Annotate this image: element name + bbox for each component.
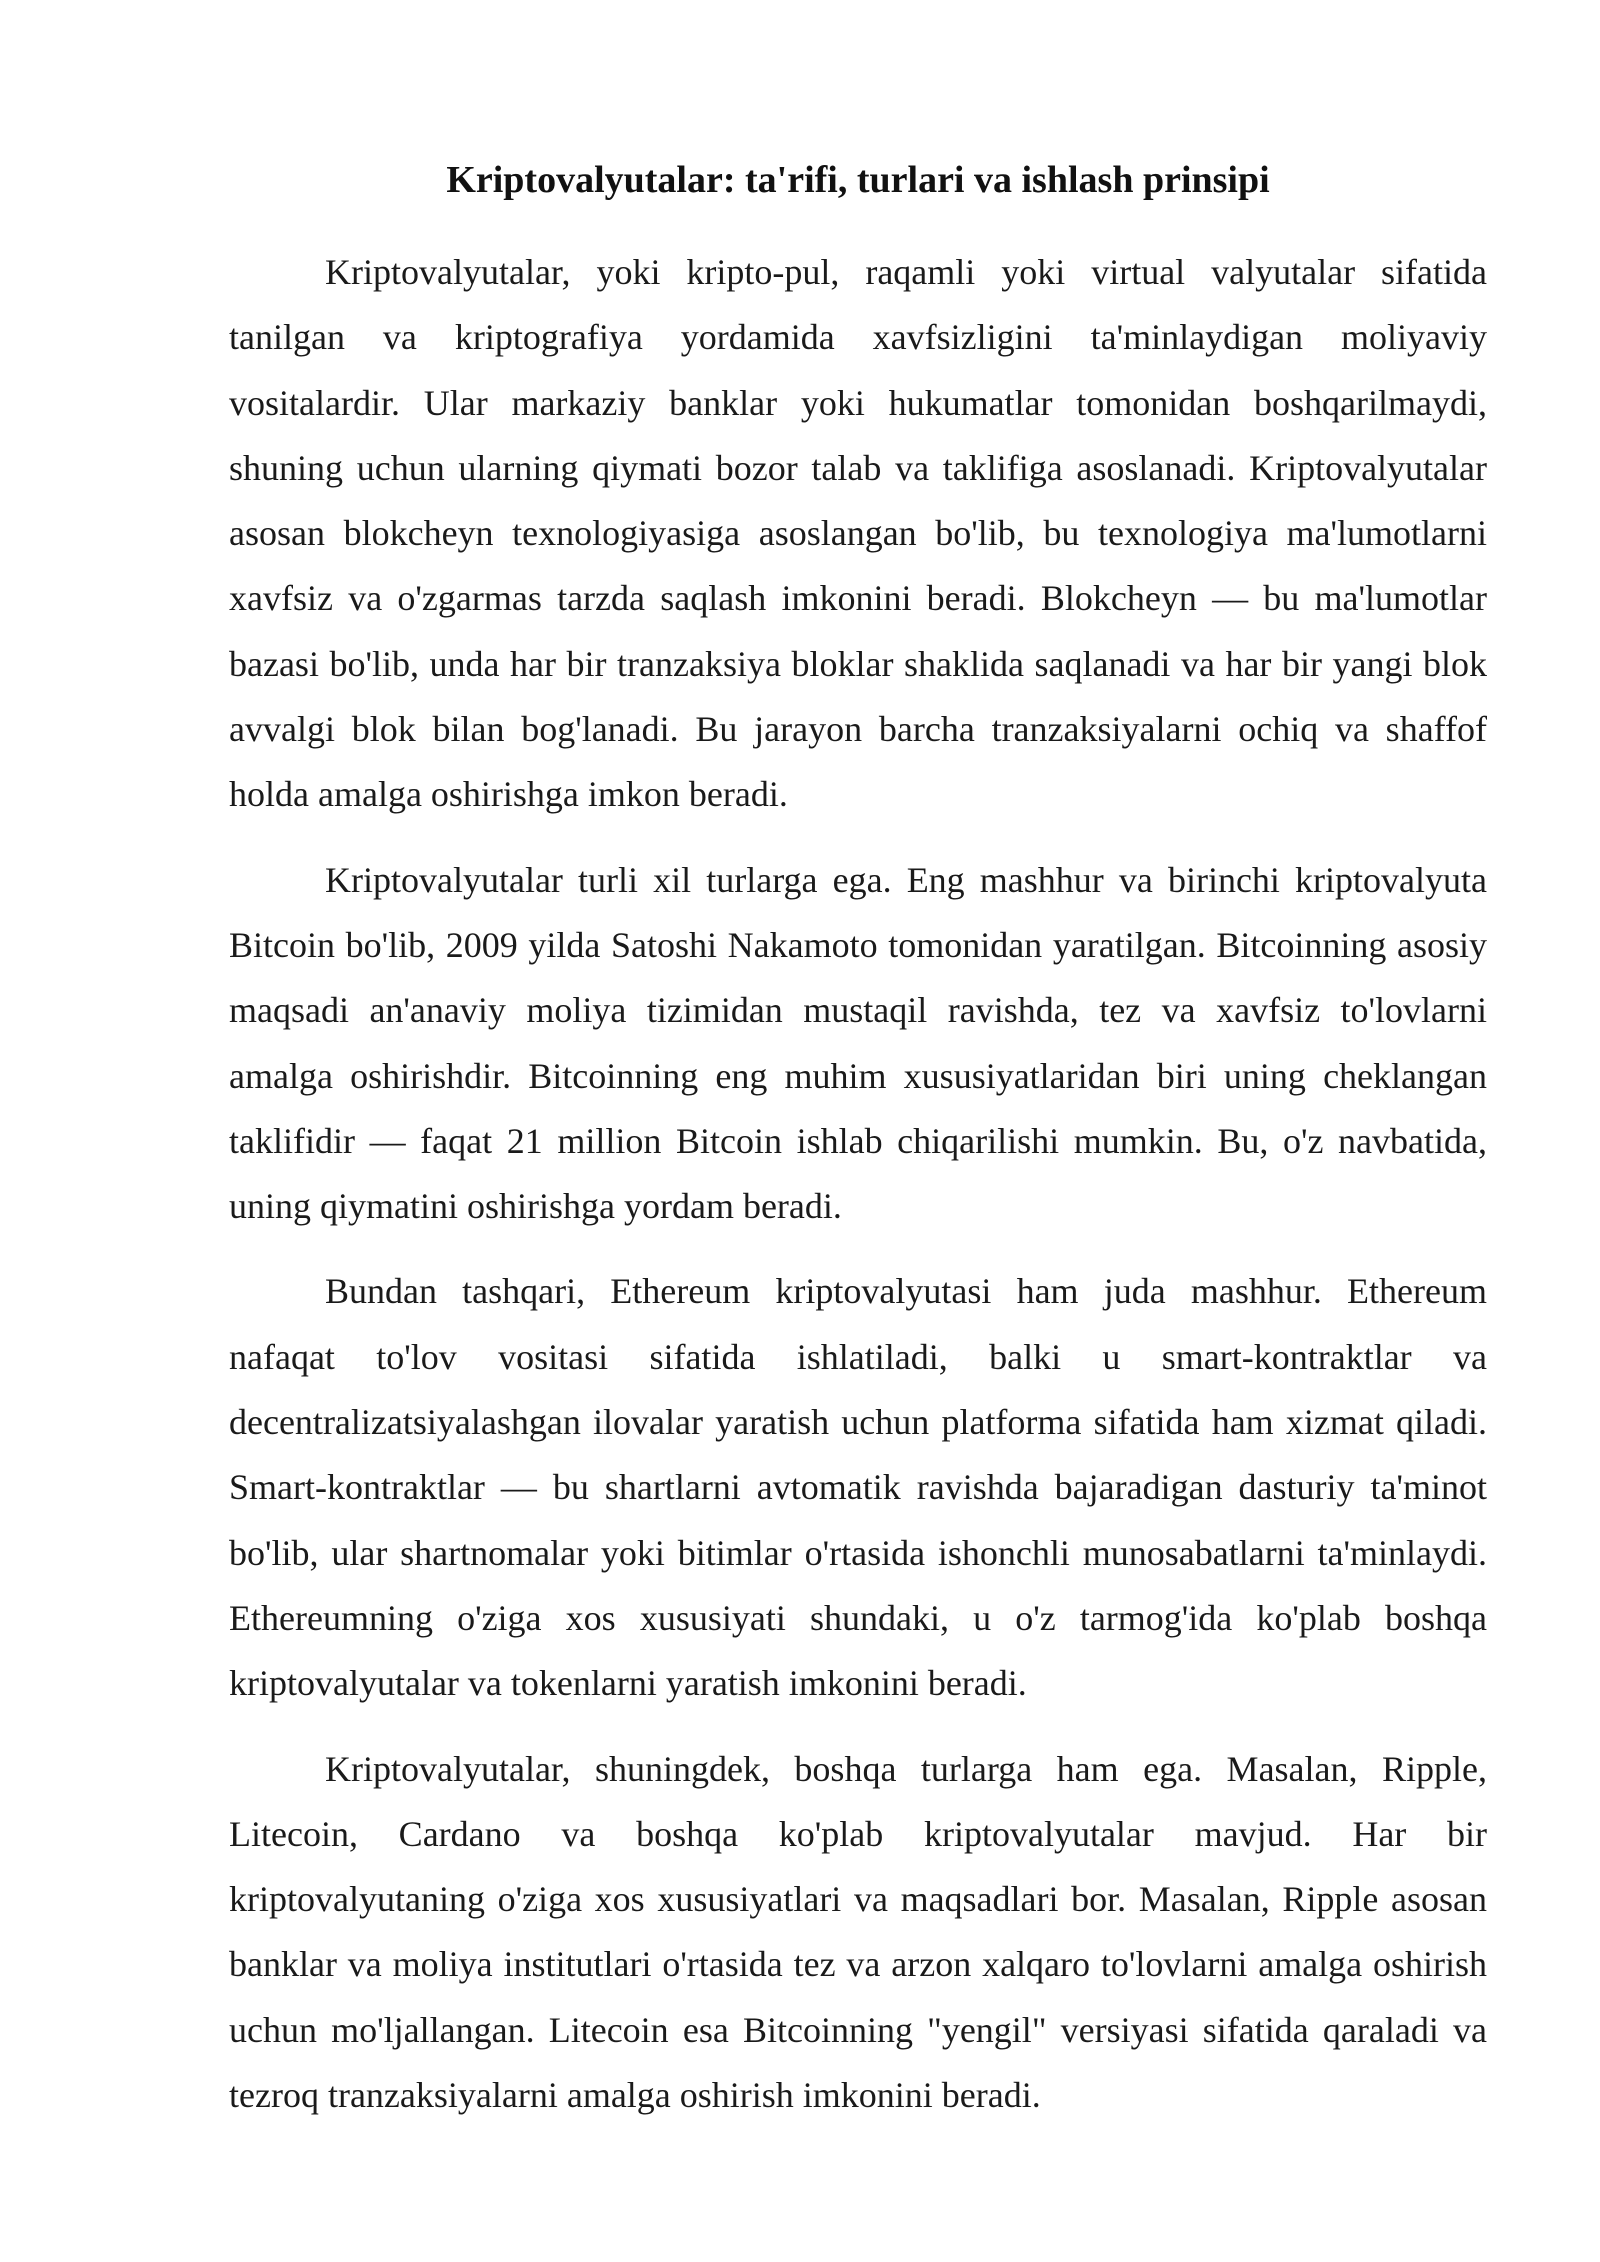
document-body bbox=[229, 150, 1487, 2148]
paragraph-ethereum: Bundan tashqari, Ethereum kriptovalyutasi ham juda mashhur. Ethereum nafaqat to'lov vositasi sifatida ishlatiladi, balki u smart-kontraktlar va decentralizatsiyalashgan ilovalar yaratish uchun platforma sifatida ham xizmat qiladi. Smart-kontraktlar — bu shartlarni avtomatik ravishda bajaradigan dasturiy ta'minot bo'lib, ular shartnomalar yoki bitimlar o'rtasida ishonchli munosabatlarni ta'minlaydi. Ethereumning o'ziga xos xususiyati shundaki, u o'z tarmog'ida ko'plab boshqa kriptovalyutalar va tokenlarni yaratish imkonini beradi. bbox=[229, 1271, 1487, 1704]
paragraph-other-cryptocurrencies: Kriptovalyutalar, shuningdek, boshqa turlarga ham ega. Masalan, Ripple, Litecoin, Cardano va boshqa ko'plab kriptovalyutalar mavjud. Har bir kriptovalyutaning o'ziga xos xususiyatlari va maqsadlari bor. Masalan, Ripple asosan banklar va moliya institutlari o'rtasida tez va arzon xalqaro to'lovlarni amalga oshirish uchun mo'ljallangan. Litecoin esa Bitcoinning "yengil" versiyasi sifatida qaraladi va tezroq tranzaksiyalarni amalga oshirish imkonini beradi. bbox=[229, 1748, 1487, 2116]
document-title: Kriptovalyutalar: ta'rifi, turlari va ishlash prinsipi bbox=[446, 159, 1270, 201]
paragraph-definition: Kriptovalyutalar, yoki kripto-pul, raqamli yoki virtual valyutalar sifatida tanilgan va kriptografiya yordamida xavfsizligini ta'minlaydigan moliyaviy vositalardir. Ular markaziy banklar yoki hukumatlar tomonidan boshqarilmaydi, shuning uchun ularning qiymati bozor talab va taklifiga asoslanadi. Kriptovalyutalar asosan blokcheyn texnologiyasiga asoslangan bo'lib, bu texnologiya ma'lumotlarni xavfsiz va o'zgarmas tarzda saqlash imkonini beradi. Blokcheyn — bu ma'lumotlar bazasi bo'lib, unda har bir tranzaksiya bloklar shaklida saqlanadi va har bir yangi blok avvalgi blok bilan bog'lanadi. Bu jarayon barcha tranzaksiyalarni ochiq va shaffof holda amalga oshirishga imkon beradi. bbox=[229, 252, 1487, 815]
paragraph-bitcoin: Kriptovalyutalar turli xil turlarga ega. Eng mashhur va birinchi kriptovalyuta Bitcoin bo'lib, 2009 yilda Satoshi Nakamoto tomonidan yaratilgan. Bitcoinning asosiy maqsadi an'anaviy moliya tizimidan mustaqil ravishda, tez va xavfsiz to'lovlarni amalga oshirishdir. Bitcoinning eng muhim xususiyatlaridan biri uning cheklangan taklifidir — faqat 21 million Bitcoin ishlab chiqarilishi mumkin. Bu, o'z navbatida, uning qiymatini oshirishga yordam beradi. bbox=[229, 859, 1487, 1227]
